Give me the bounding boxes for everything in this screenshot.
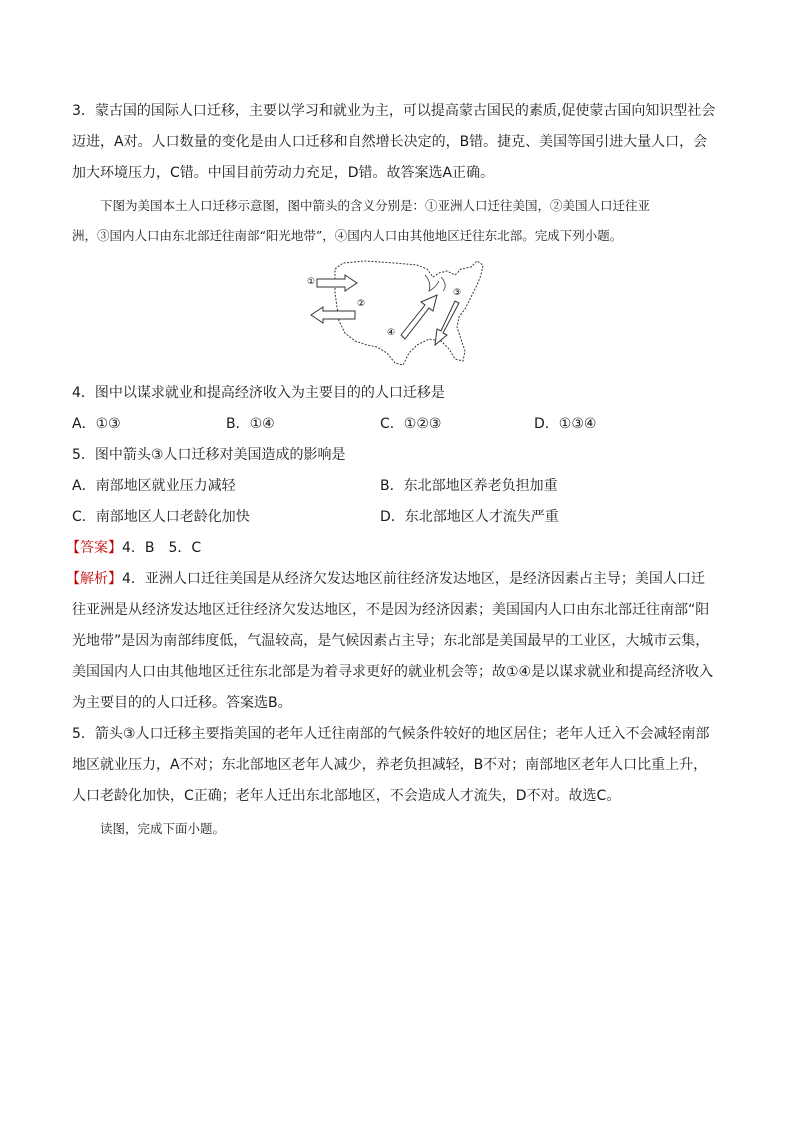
arrow-1: [317, 275, 357, 291]
analysis-text-1: 4．亚洲人口迁往美国是从经济欠发达地区前往经济发达地区，是经济因素占主导；美国人口迁: [122, 571, 705, 587]
q5-option-d: D．东北部地区人才流失严重: [380, 509, 559, 525]
map-label-4: ④: [387, 328, 396, 338]
q3-line-3: 加大环境压力，C错。中国目前劳动力充足，D错。故答案选A正确。: [72, 165, 495, 181]
q5-option-a: A．南部地区就业压力减轻: [72, 478, 236, 494]
q4-option-b: B．①④: [226, 416, 275, 432]
analysis-line-3: 光地带”是因为南部纬度低，气温较高，是气候因素占主导；东北部是美国最早的工业区，大城市云集，: [72, 633, 710, 649]
analysis-line-6: 5．箭头③人口迁移主要指美国的老年人迁往南部的气候条件较好的地区居住；老年人迁入不会减轻南部: [72, 726, 710, 742]
great-lakes: [425, 275, 445, 291]
q4-option-a: A．①③: [72, 416, 121, 432]
q4-option-c: C．①②③: [380, 416, 442, 432]
analysis-line-8: 人口老龄化加快，C正确；老年人迁出东北部地区，不会造成人才流失，D不对。故选C。: [72, 788, 621, 804]
analysis-line-7: 地区就业压力，A不对；东北部地区老年人减少，养老负担减轻，B不对；南部地区老年人口比重上升，: [72, 757, 708, 773]
intro-line-2: 洲，③国内人口由东北部迁往南部“阳光地带”，④国内人口由其他地区迁往东北部。完成下列小题。: [72, 228, 623, 243]
arrow-4: [401, 295, 437, 339]
usa-outline: [335, 261, 483, 365]
next-instruction: 读图，完成下面小题。: [100, 821, 226, 836]
q5-stem: 5．图中箭头③人口迁移对美国造成的影响是: [72, 447, 346, 463]
arrow-3: [435, 301, 459, 345]
analysis-line-1: [66, 569, 705, 589]
analysis-line-5: 为主要目的的人口迁移。答案选B。: [72, 695, 292, 711]
q4-stem: 4．图中以谋求就业和提高经济收入为主要目的的人口迁移是: [72, 385, 445, 401]
analysis-line-2: 往亚洲是从经济发达地区迁往经济欠发达地区，不是因为经济因素；美国国内人口由东北部迁往南部“阳: [72, 602, 710, 618]
q3-line-2: 迈进，A对。人口数量的变化是由人口迁移和自然增长决定的，B错。捷克、美国等国引进大量人口，会: [72, 134, 708, 150]
q4-option-d: D．①③④: [534, 416, 597, 432]
q5-option-c: C．南部地区人口老龄化加快: [72, 509, 250, 525]
map-label-2: ②: [357, 299, 366, 309]
q3-line-1: 3．蒙古国的国际人口迁移，主要以学习和就业为主，可以提高蒙古国民的素质,促使蒙古国向知识型社会: [72, 103, 716, 119]
usa-migration-map: [305, 255, 490, 370]
map-label-3: ③: [453, 288, 462, 298]
intro-line-1: 下图为美国本土人口迁移示意图，图中箭头的含义分别是：①亚洲人口迁往美国，②美国人口迁往亚: [100, 198, 651, 213]
answer-line: [66, 538, 201, 558]
arrow-2: [311, 307, 355, 323]
analysis-line-4: 美国国内人口由其他地区迁往东北部是为着寻求更好的就业机会等；故①④是以谋求就业和提高经济收入: [72, 664, 714, 680]
answer-text: 4．B 5．C: [122, 540, 202, 556]
analysis-tag: 【解析】: [66, 571, 122, 587]
map-label-1: ①: [307, 277, 316, 287]
answer-tag: 【答案】: [66, 540, 122, 556]
q5-option-b: B．东北部地区养老负担加重: [380, 478, 558, 494]
